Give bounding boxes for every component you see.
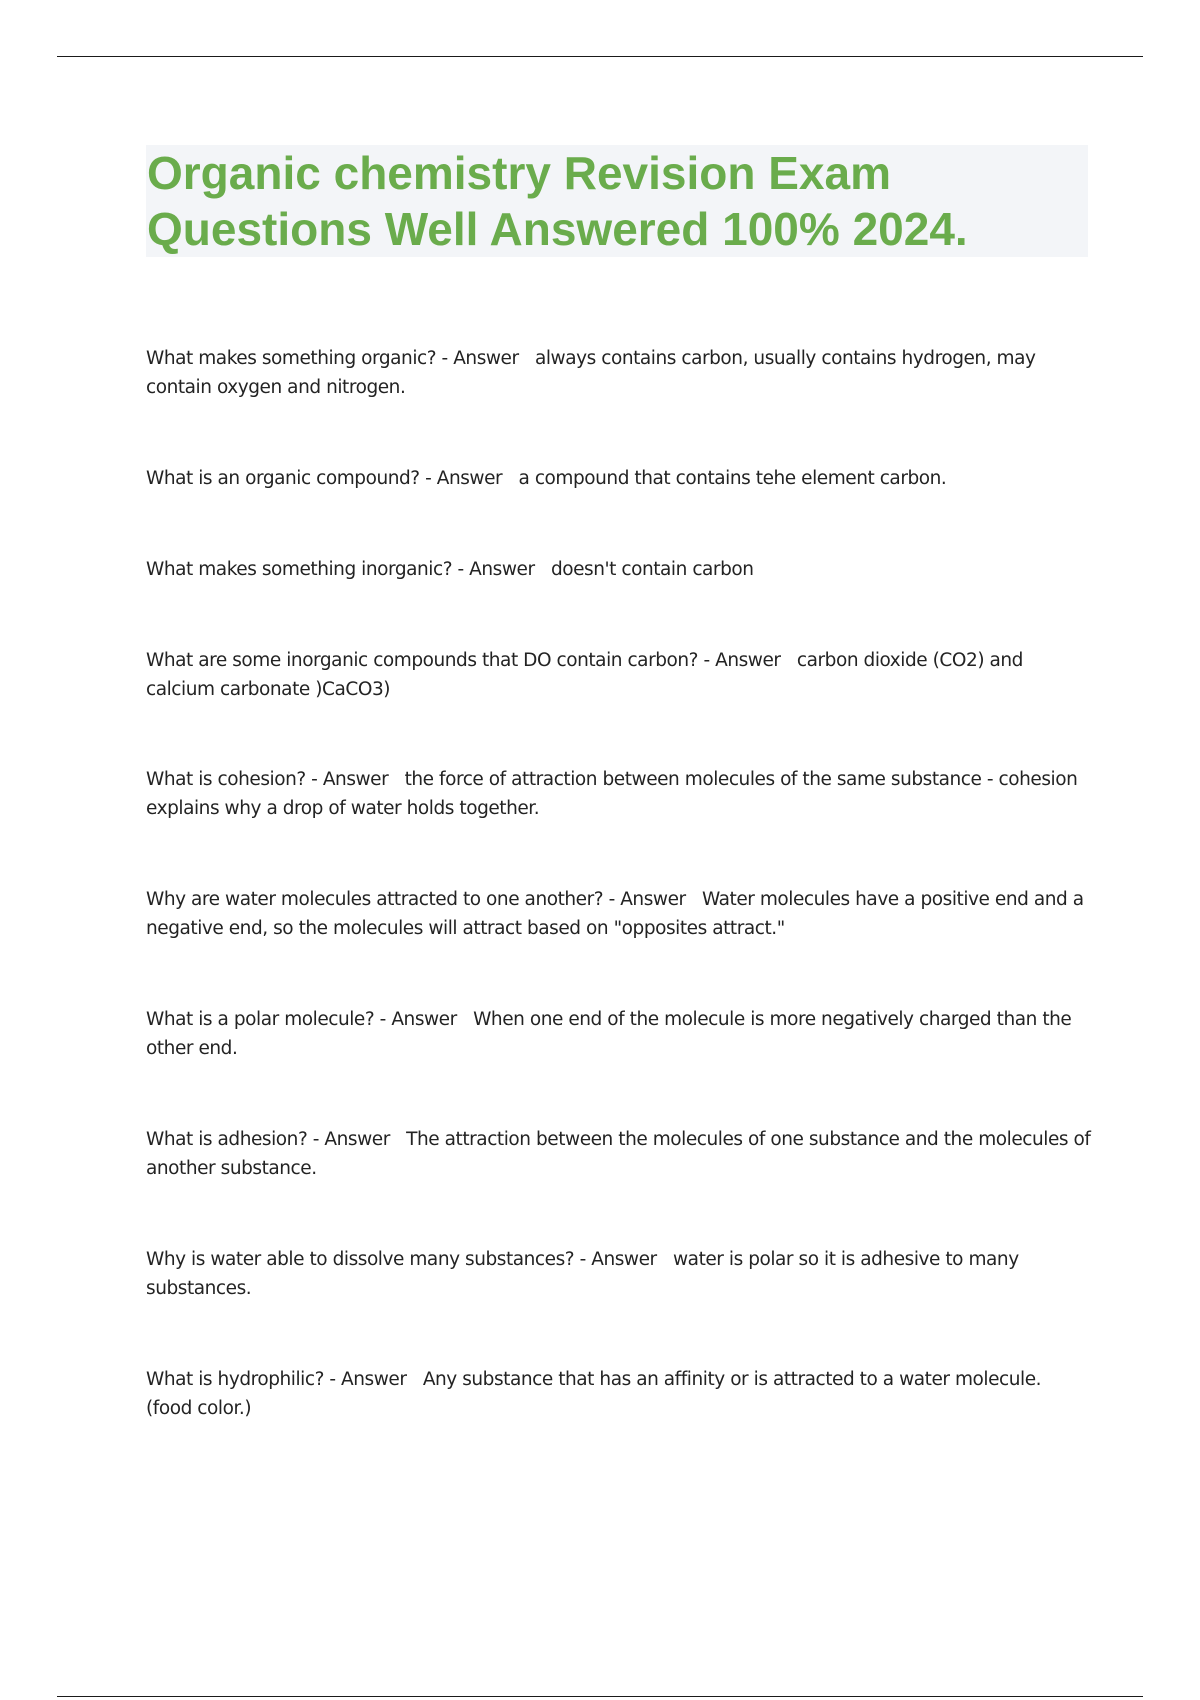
question-text: What are some inorganic compounds that DO contain carbon? — [146, 650, 699, 671]
answer-separator: - Answer — [323, 1369, 412, 1390]
answer-text: carbon dioxide (CO2) and calcium carbonate )CaCO3) — [146, 650, 1023, 700]
document-title: Organic chemistry Revision Exam Questions Well Answered 100% 2024. — [147, 147, 968, 255]
question-text: Why are water molecules attracted to one another? — [146, 889, 604, 910]
answer-text: Any substance that has an affinity or is attracted to a water molecule. (food color.) — [146, 1369, 1042, 1419]
qa-item — [146, 1245, 1091, 1303]
qa-item — [146, 344, 1091, 402]
qa-item — [146, 765, 1091, 823]
answer-separator: - Answer — [603, 889, 692, 910]
qa-item — [146, 1005, 1091, 1063]
answer-separator: - Answer — [419, 468, 508, 489]
qa-item — [146, 1125, 1091, 1183]
answer-text: Water molecules have a positive end and a negative end, so the molecules will attract based on "opposites attract." — [146, 889, 1084, 939]
qa-item — [146, 555, 1091, 584]
header-rule — [57, 56, 1143, 57]
qa-item — [146, 464, 1091, 493]
answer-text: always contains carbon, usually contains hydrogen, may contain oxygen and nitrogen. — [146, 348, 1036, 398]
answer-separator: - Answer — [307, 1129, 396, 1150]
answer-separator: - Answer — [698, 650, 787, 671]
answer-text: a compound that contains tehe element carbon. — [518, 468, 947, 489]
qa-item — [146, 646, 1091, 704]
question-text: What makes something organic? — [146, 348, 437, 369]
question-text: Why is water able to dissolve many substances? — [146, 1249, 575, 1270]
answer-separator: - Answer — [436, 348, 525, 369]
answer-separator: - Answer — [374, 1009, 463, 1030]
answer-text: water is polar so it is adhesive to many substances. — [146, 1249, 1019, 1299]
answer-text: the force of attraction between molecules of the same substance - cohesion explains why a drop of water holds together. — [146, 769, 1078, 819]
answer-separator: - Answer — [452, 559, 541, 580]
question-text: What is hydrophilic? — [146, 1369, 324, 1390]
answer-text: When one end of the molecule is more negatively charged than the other end. — [146, 1009, 1072, 1059]
question-text: What is cohesion? — [146, 769, 306, 790]
answer-text: doesn't contain carbon — [550, 559, 754, 580]
question-text: What is a polar molecule? — [146, 1009, 375, 1030]
answer-separator: - Answer — [305, 769, 394, 790]
question-text: What is adhesion? — [146, 1129, 308, 1150]
qa-item — [146, 1365, 1091, 1423]
title-block — [146, 145, 1088, 257]
footer-rule — [57, 1696, 1143, 1697]
question-text: What makes something inorganic? — [146, 559, 453, 580]
qa-item — [146, 885, 1091, 943]
answer-text: The attraction between the molecules of one substance and the molecules of another substance. — [146, 1129, 1091, 1179]
question-text: What is an organic compound? — [146, 468, 420, 489]
answer-separator: - Answer — [574, 1249, 663, 1270]
